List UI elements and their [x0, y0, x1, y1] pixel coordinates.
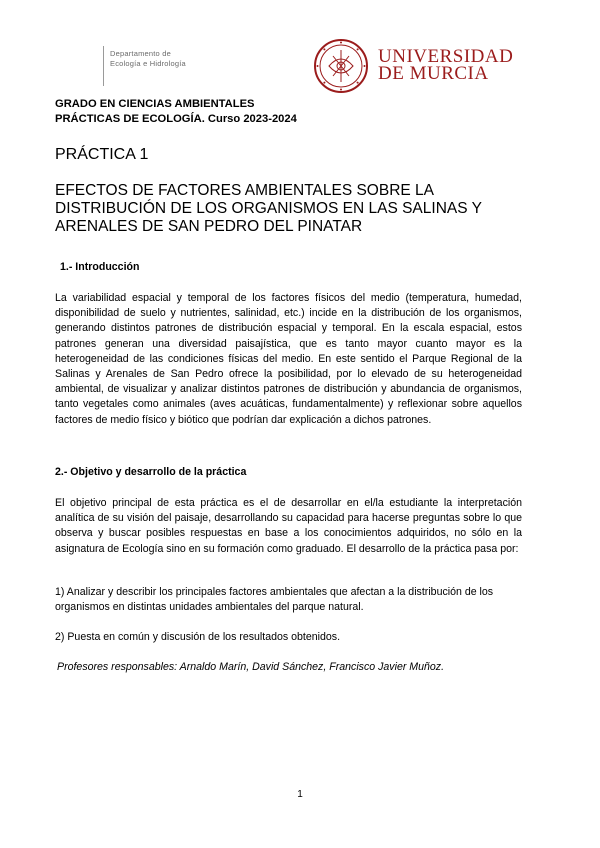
practice-label: PRÁCTICA 1	[55, 146, 149, 163]
page-number: 1	[297, 789, 303, 800]
department-line-2: Ecología e Hidrología	[110, 59, 186, 68]
title-line-2: DISTRIBUCIÓN DE LOS ORGANISMOS EN LAS SALINAS Y	[55, 200, 482, 217]
section-heading-objective: 2.- Objetivo y desarrollo de la práctica	[55, 466, 247, 478]
responsible-professors: Profesores responsables: Arnaldo Marín, David Sánchez, Francisco Javier Muñoz.	[57, 661, 445, 673]
title-line-1: EFECTOS DE FACTORES AMBIENTALES SOBRE LA	[55, 182, 434, 199]
program-line-2: PRÁCTICAS DE ECOLOGÍA. Curso 2023-2024	[55, 113, 297, 125]
objective-paragraph: El objetivo principal de esta práctica es el de desarrollar en el/la estudiante la interpretación analítica de su visión del paisaje, desarrollando su capacidad para hacerse preguntas sobre lo que observa y buscar posibles respuestas en base a los conocimientos adquiridos, no sólo en la asignatura de Ecología sino en su formación como graduado. El desarrollo de la práctica pasa por:	[55, 497, 522, 555]
objective-item-1: 1) Analizar y describir los principales factores ambientales que afectan a la distribución de los organismos en distintas unidades ambientales del parque natural.	[55, 586, 494, 614]
objective-item-2: 2) Puesta en común y discusión de los resultados obtenidos.	[55, 631, 341, 643]
department-line-1: Departamento de	[110, 49, 171, 58]
section-heading-introduction: 1.- Introducción	[60, 261, 140, 273]
university-line-2: DE MURCIA	[378, 63, 489, 84]
program-heading	[55, 97, 297, 127]
university-seal-icon	[313, 38, 369, 94]
department-divider	[103, 46, 104, 86]
department-logo-text	[110, 49, 186, 69]
university-line-1: UNIVERSIDAD	[378, 46, 514, 67]
document-title	[55, 182, 555, 236]
university-name	[378, 48, 513, 82]
introduction-paragraph: La variabilidad espacial y temporal de los factores físicos del medio (temperatura, humedad, disponibilidad de suelo y nutrientes, salinidad, etc.) incide en la distribución de los organismos, generando distintos patrones de distribución espacial y temporal. En la escala espacial, estos patrones generan una diversidad paisajística, que es tanto mayor cuanto mayor es la heterogeneidad de las condiciones físicas del medio. En este sentido el Parque Regional de la Salinas y Arenales de San Pedro ofrece la posibilidad, por lo elevado de su heterogeneidad ambiental, de visualizar y analizar distintos patrones de distribución y abundancia de organismos, tanto vegetales como animales (aves acuáticas, fundamentalmente) y reflexionar sobre aquellos factores de medio físico y biótico que podrían dar explicación a dichos patrones.	[55, 292, 522, 426]
title-line-3: ARENALES DE SAN PEDRO DEL PINATAR	[55, 218, 363, 235]
program-line-1: GRADO EN CIENCIAS AMBIENTALES	[55, 98, 255, 110]
